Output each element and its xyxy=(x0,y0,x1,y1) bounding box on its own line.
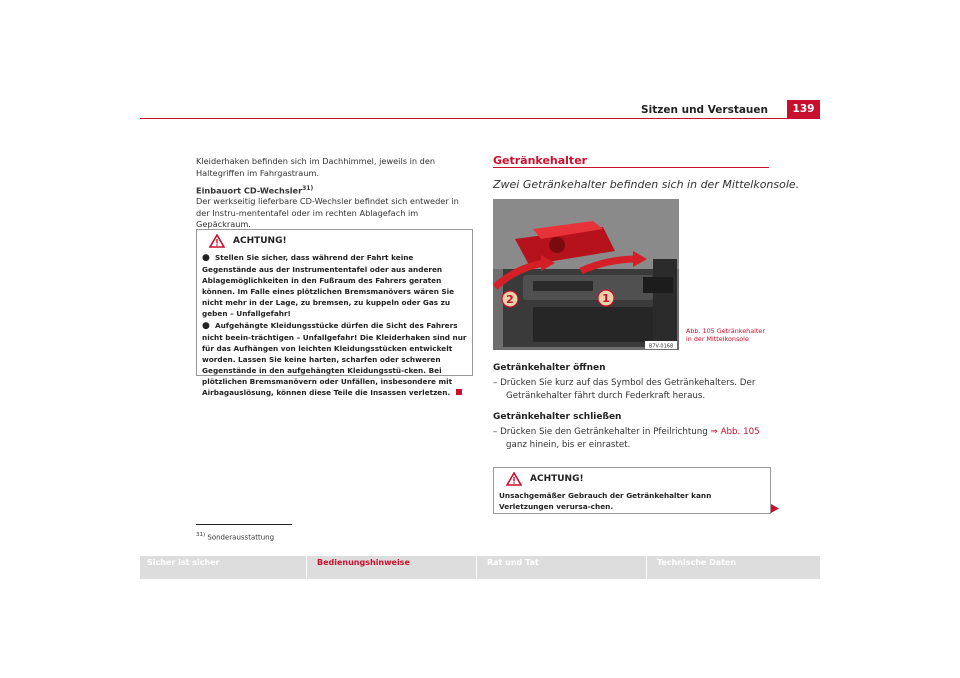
open-text-1: – Drücken Sie kurz auf das Symbol des Getränkehalters. Der xyxy=(493,378,756,388)
figure-callout-1: 1 xyxy=(602,292,610,305)
section-rule xyxy=(493,167,769,168)
footnote-ref: 31) xyxy=(302,185,314,192)
footnote-text: Sonderausstattung xyxy=(207,533,275,542)
footer-divider xyxy=(476,556,477,579)
figure-caption-line-1: Abb. 105 Getränkehalter xyxy=(686,327,765,335)
section-subtitle: Zwei Getränkehalter befinden sich in der Mittelkonsole. xyxy=(493,178,800,191)
figure-caption xyxy=(686,327,765,343)
warning-triangle-icon xyxy=(209,234,225,248)
warning-body: Unsachgemäßer Gebrauch der Getränkehalter kann Verletzungen verursa-chen. xyxy=(499,491,712,511)
header-rule xyxy=(140,118,820,119)
figure-callout-2: 2 xyxy=(506,293,514,306)
cd-changer-heading-text: Einbauort CD-Wechsler xyxy=(196,185,303,196)
continue-arrow-icon xyxy=(771,504,779,513)
warning-header xyxy=(197,229,472,252)
close-text-2: ganz hinein, bis er einrastet. xyxy=(506,440,631,450)
figure-caption-line-2: in der Mittelkonsole xyxy=(686,335,749,343)
section-title: Getränkehalter xyxy=(493,154,588,167)
close-text-1: – Drücken Sie den Getränkehalter in Pfeilrichtung xyxy=(493,427,711,437)
footer-tab-safety[interactable]: Sicher ist sicher xyxy=(147,558,220,567)
cd-changer-text: Der werkseitig lieferbare CD-Wechsler befindet sich entweder in der Instru-mententafel oder im rechten Ablagefach im Gepäckraum. xyxy=(196,196,459,229)
close-heading: Getränkehalter schließen xyxy=(493,412,622,422)
figure-code: B7V-0168 xyxy=(648,343,674,350)
open-text-2: Getränkehalter fährt durch Federkraft heraus. xyxy=(506,391,706,401)
figure-reference-link[interactable]: ⇒ Abb. 105 xyxy=(710,427,760,437)
cupholder-figure xyxy=(493,199,679,350)
warning-header xyxy=(494,467,770,490)
warning-title: ACHTUNG! xyxy=(233,236,287,246)
warning-triangle-icon xyxy=(506,472,522,486)
warning-bullet-1-text: Stellen Sie sicher, dass während der Fahrt keine Gegenstände aus der Instrumententafel oder aus anderen Ablagemöglichkeiten in den Fußraum des Fahrers geraten können. Im Falle eines plötzlichen Bremsmanövers wären Sie nicht mehr in der Lage, zu bremsen, zu kuppeln oder Gas zu geben – Unfallgefahr! xyxy=(202,253,455,318)
close-text-1-line xyxy=(493,426,760,439)
warning-body xyxy=(197,252,472,403)
footer-divider xyxy=(306,556,307,579)
footnote xyxy=(196,530,274,544)
footnote-number: 31) xyxy=(196,532,206,538)
warning-bullet-1: ● Stellen Sie sicher, dass während der Fahrt keine Gegenstände aus der Instrumententafel oder aus anderen Ablagemöglichkeiten in den Fußraum des Fahrers geraten können. Im Falle eines plötzlichen Bremsmanövers wären Sie nicht mehr in der Lage, zu bremsen, zu kuppeln oder Gas zu geben – Unfallgefahr! xyxy=(202,253,455,318)
intro-paragraph: Kleiderhaken befinden sich im Dachhimmel, jeweils in den Haltegriffen im Fahrgastraum. xyxy=(196,156,436,178)
open-instructions xyxy=(493,377,755,403)
warning-box-left xyxy=(196,229,473,397)
end-marker-icon xyxy=(456,389,462,395)
close-instructions xyxy=(493,426,760,452)
footer-tab-technical[interactable]: Technische Daten xyxy=(657,558,737,567)
footer-divider xyxy=(646,556,647,579)
footnote-rule xyxy=(196,524,292,525)
warning-title: ACHTUNG! xyxy=(530,474,584,484)
warning-bullet-2: ● Aufgehängte Kleidungsstücke dürfen die Sicht des Fahrers nicht beein-trächtigen – Unfallgefahr! Die Kleiderhaken sind nur für das Aufhängen von leichten Kleidungsstücken entwickelt worden. Lassen Sie keine harten, scharfen oder schweren Gegenstände in den aufgehängten Kleidungsstü-cken. Bei plötzlichen Bremsmanövern oder Unfällen, insbesondere mit Airbagauslösung, können diese Teile die Insassen verletzen. xyxy=(202,321,467,397)
running-header-title: Sitzen und Verstauen xyxy=(641,104,768,116)
warning-bullet-2-text: Aufgehängte Kleidungsstücke dürfen die Sicht des Fahrers nicht beein-trächtigen – Unfallgefahr! Die Kleiderhaken sind nur für das Aufhängen von leichten Kleidungsstücken entwickelt worden. Lassen Sie keine harten, scharfen oder schweren Gegenstände in den aufgehängten Kleidungsstü-cken. Bei plötzlichen Bremsmanövern oder Unfällen, insbesondere mit Airbagauslösung, können diese Teile die Insassen verletzen. xyxy=(202,321,467,397)
warning-box-right xyxy=(493,467,771,514)
open-heading: Getränkehalter öffnen xyxy=(493,363,606,373)
footer-tab-operation[interactable]: Bedienungshinweise xyxy=(317,558,410,567)
page-number: 139 xyxy=(787,100,820,118)
footer-tab-tips[interactable]: Rat und Tat xyxy=(487,558,539,567)
